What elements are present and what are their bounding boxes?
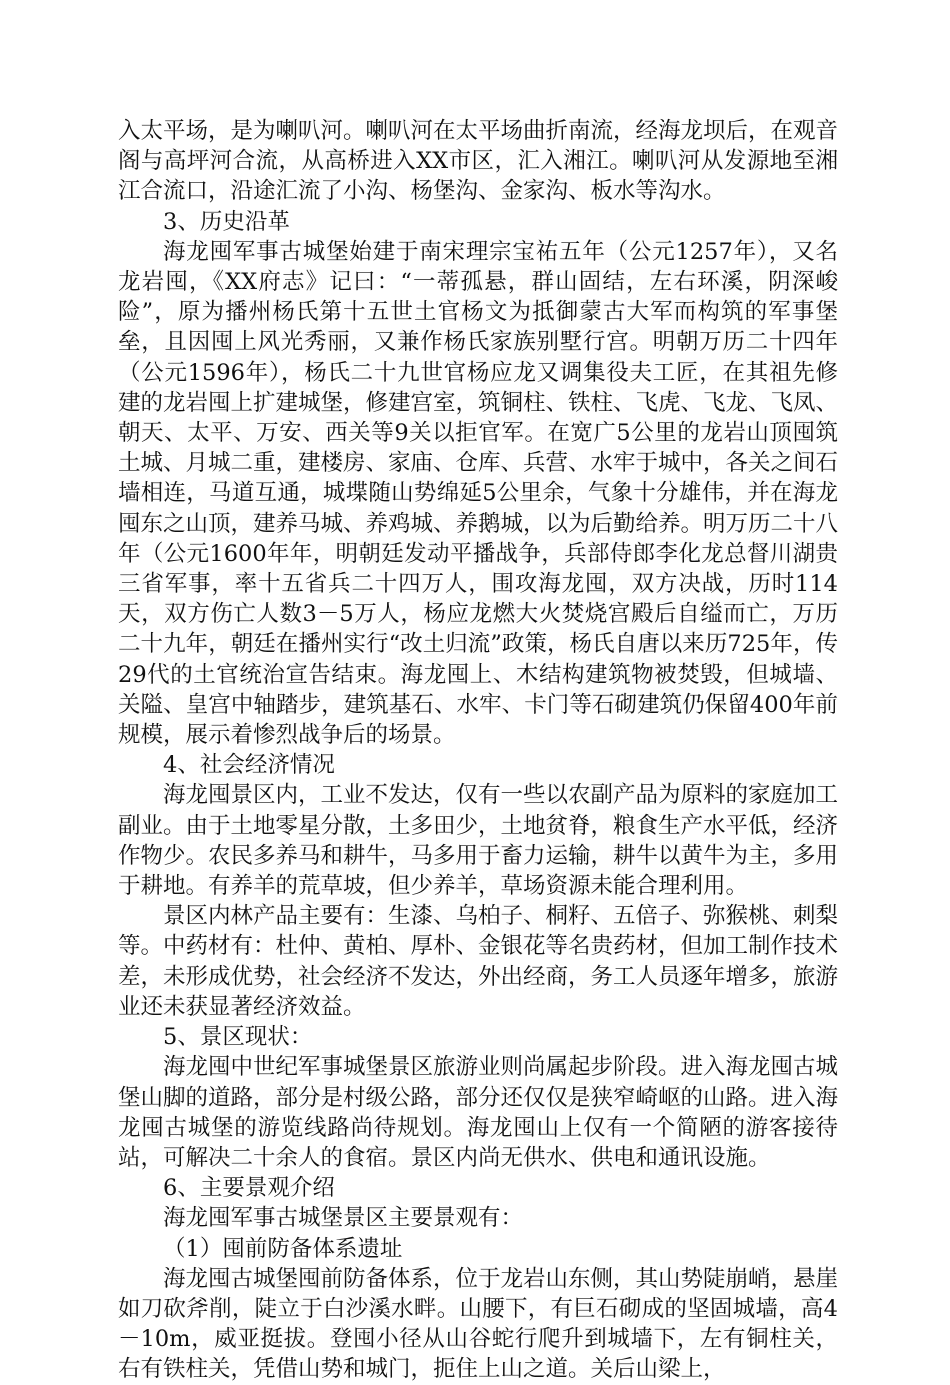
paragraph-status: 海龙囤中世纪军事城堡景区旅游业则尚属起步阶段。进入海龙囤古城堡山脚的道路，部分是村级公路，部分还仅仅是狭窄崎岖的山路。进入海龙囤古城堡的游览线路尚待规划。海龙囤山上仅有一个简陋的游客接待站，可解决二十余人的食宿。景区内尚无供水、供电和通讯设施。 bbox=[118, 1054, 839, 1171]
paragraph-defense: 海龙囤古城堡囤前防备体系，位于龙岩山东侧，其山势陡崩峭，悬崖如刀砍斧削，陡立于白沙溪水畔。山腰下，有巨石砌成的坚固城墙，高4－10m，威亚挺拔。登囤小径从山谷蛇行爬升到城墙下，左有铜柱关，右有铁柱关，凭借山势和城门，扼住上山之道。关后山梁上， bbox=[118, 1265, 839, 1383]
section-heading-landscapes: 6、主要景观介绍 bbox=[163, 1175, 335, 1202]
paragraph-forest-products: 景区内林产品主要有：生漆、乌柏子、桐籽、五倍子、弥猴桃、刺梨等。中药材有：杜仲、黄柏、厚朴、金银花等名贵药材，但加工制作技术差，未形成优势，社会经济不发达，外出经商，务工人员逐年增多，旅游业还未获显著经济效益。 bbox=[118, 903, 839, 1020]
paragraph-economy: 海龙囤景区内，工业不发达，仅有一些以农副产品为原料的家庭加工副业。由于土地零星分散，土多田少，土地贫脊，粮食生产水平低，经济作物少。农民多养马和耕牛，马多用于畜力运输，耕牛以黄牛为主，多用于耕地。有养羊的荒草坡，但少养羊，草场资源未能合理利用。 bbox=[118, 782, 839, 900]
subsection-heading-defense: （1）囤前防备体系遗址 bbox=[163, 1235, 403, 1262]
paragraph-history: 海龙囤军事古城堡始建于南宋理宗宝祐五年（公元1257年），又名龙岩囤，《XX府志》记曰：“一蒂孤悬，群山固结，左右环溪，阴深峻险”，原为播州杨氏第十五世土官杨文为抵御蒙古大军而构筑的军事堡垒，且因囤上风光秀丽，又兼作杨氏家族别墅行宫。明朝万历二十四年（公元1596年），杨氏二十九世官杨应龙又调集役夫工匠，在其祖先修建的龙岩囤上扩建城堡，修建宫室，筑铜柱、铁柱、飞虎、飞龙、飞凤、朝天、太平、万安、西关等9关以拒官军。在宽广5公里的龙岩山顶囤筑土城、月城二重，建楼房、家庙、仓库、兵营、水牢于城中，各关之间石墙相连，马道互通，城堞随山势绵延5公里余，气象十分雄伟，并在海龙囤东之山顶，建养马城、养鸡城、养鹅城，以为后勤给养。明万历二十八年（公元1600年年，明朝廷发动平播战争，兵部侍郎李化龙总督川湖贵三省军事，率十五省兵二十四万人，围攻海龙囤，双方决战，历时114天，双方伤亡人数3－5万人，杨应龙燃大火焚烧宫殿后自缢而亡，万历二十九年，朝廷在播州实行“改土归流”政策，杨氏自唐以来历725年，传29代的土官统治宣告结束。海龙囤上、木结构建筑物被焚毁，但城墙、关隘、皇宫中轴踏步，建筑基石、水牢、卡门等石砌建筑仍保留400年前规模，展示着惨烈战争后的场景。 bbox=[118, 238, 839, 749]
paragraph-landscapes-intro: 海龙囤军事古城堡景区主要景观有： bbox=[163, 1205, 524, 1232]
section-heading-history: 3、历史沿革 bbox=[163, 208, 290, 235]
paragraph-river-continued: 入太平场，是为喇叭河。喇叭河在太平场曲折南流，经海龙坝后，在观音阁与高坪河合流，从高桥进入XX市区，汇入湘江。喇叭河从发源地至湘江合流口，沿途汇流了小沟、杨堡沟、金家沟、板水等沟水。 bbox=[118, 118, 839, 205]
section-heading-status: 5、景区现状： bbox=[163, 1024, 313, 1051]
document-body bbox=[118, 116, 838, 1385]
section-heading-economy: 4、社会经济情况 bbox=[163, 752, 335, 779]
